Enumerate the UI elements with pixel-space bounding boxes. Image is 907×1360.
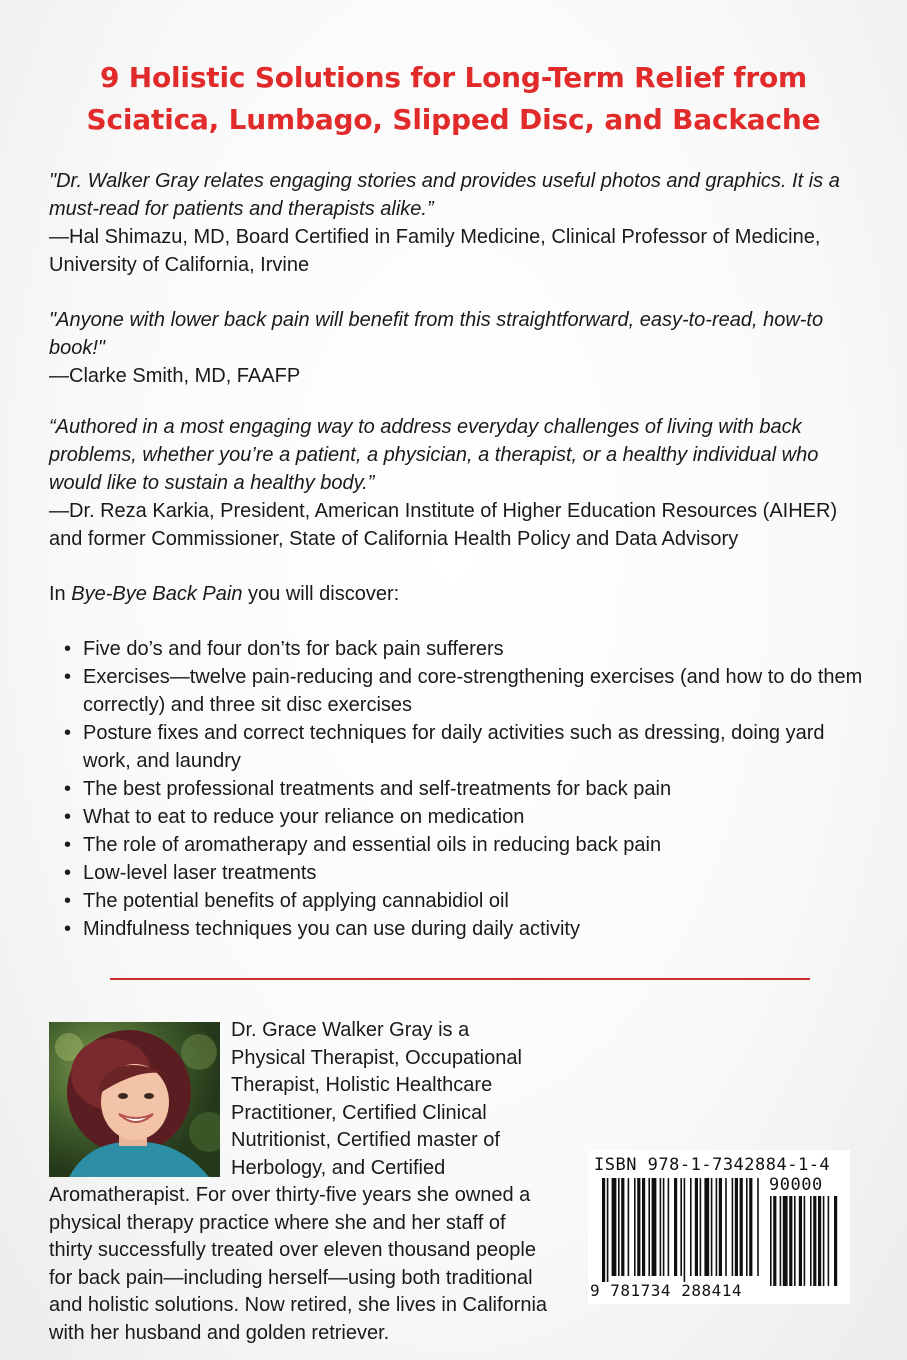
barcode-addon-bar (834, 1196, 837, 1286)
barcode-bar (757, 1178, 759, 1276)
barcode-bar (695, 1178, 698, 1276)
barcode-addon-bar (818, 1196, 821, 1286)
headline-line-1: 9 Holistic Solutions for Long-Term Relief from (99, 61, 808, 94)
barcode-bar (652, 1178, 657, 1276)
bullet-icon: • (64, 890, 72, 912)
testimonial-attribution: —Clarke Smith, MD, FAAFP (49, 365, 301, 387)
list-item (64, 887, 864, 915)
headline-line-2: Sciatica, Lumbago, Slipped Disc, and Backache (86, 103, 821, 136)
isbn-label: ISBN 978-1-7342884-1-4 (594, 1155, 831, 1175)
barcode-bar (684, 1178, 686, 1282)
list-item (64, 663, 864, 719)
barcode-bar (637, 1178, 640, 1276)
headline (0, 57, 907, 141)
testimonial-quote: “Authored in a most engaging way to address everyday challenges of living with back problems, whether you’re a patient, a physician, a therapist, or a healthy individual who would like to sustain a healthy body.” (49, 416, 819, 494)
barcode-bar (621, 1178, 624, 1276)
bullet-icon: • (64, 638, 72, 660)
ean-digits: 9 781734 288414 (590, 1281, 742, 1300)
barcode-addon-bar (783, 1196, 788, 1286)
testimonial-3 (49, 413, 869, 553)
list-item-text: The potential benefits of applying cannabidiol oil (83, 890, 509, 912)
barcode-addon-bar (789, 1196, 792, 1286)
list-item (64, 719, 864, 775)
barcode-bar (725, 1178, 727, 1276)
barcode-bar (735, 1178, 738, 1276)
testimonial-1 (49, 167, 869, 279)
author-bio-text: Dr. Grace Walker Gray is a Physical Therapist, Occupational Therapist, Holistic Healthcare Practitioner, Certified Clinical Nutritionist, Certified master of Herbology, and Certified Aromatherapist. For over thirty-five years she owned a physical therapy practice where she and her staff of thirty successfully treated over eleven thousand people for back pain—including herself—using both traditional and holistic solutions. Now retired, she lives in California with her husband and golden retriever. (49, 1019, 548, 1344)
barcode-bar (674, 1178, 677, 1276)
bullet-icon: • (64, 778, 72, 800)
list-item (64, 831, 864, 859)
barcode-addon-bar (804, 1196, 806, 1286)
list-item (64, 859, 864, 887)
barcode-bar (668, 1178, 670, 1276)
intro-after: you will discover: (242, 583, 400, 605)
barcode-bar (680, 1178, 682, 1276)
testimonial-attribution: —Dr. Reza Karkia, President, American Institute of Higher Education Resources (AIHER) and former Commissioner, State of California Health Policy and Data Advisory (49, 500, 838, 550)
barcode-addon-bar (810, 1196, 812, 1286)
barcode-bar (700, 1178, 702, 1276)
bullet-icon: • (64, 918, 72, 940)
list-item-text: Mindfulness techniques you can use during daily activity (83, 918, 580, 940)
testimonial-2 (49, 306, 869, 390)
list-item-text: What to eat to reduce your reliance on medication (83, 806, 525, 828)
barcode-addon-bar (813, 1196, 816, 1286)
barcode-bar (642, 1178, 645, 1276)
testimonial-attribution: —Hal Shimazu, MD, Board Certified in Family Medicine, Clinical Professor of Medicine, University of California, Irvine (49, 226, 821, 276)
barcode-bar (663, 1178, 665, 1276)
barcode-addon-bar (799, 1196, 802, 1286)
barcode-addon-bar (828, 1196, 830, 1286)
barcode-bar (628, 1178, 630, 1276)
list-item-text: Five do’s and four don’ts for back pain sufferers (83, 638, 504, 660)
bullet-icon: • (64, 806, 72, 828)
testimonial-quote: "Dr. Walker Gray relates engaging stories and provides useful photos and graphics. It is a must-read for patients and therapists alike.” (49, 170, 840, 220)
bullet-icon: • (64, 834, 72, 856)
barcode-bar (749, 1178, 752, 1276)
bullet-icon: • (64, 666, 72, 688)
list-item (64, 803, 864, 831)
list-item (64, 635, 864, 663)
barcode-bar (660, 1178, 662, 1276)
barcode-bar (719, 1178, 722, 1276)
barcode-addon-bar (823, 1196, 825, 1286)
bullet-icon: • (64, 862, 72, 884)
barcode-bar (716, 1178, 718, 1276)
barcode-bar (746, 1178, 748, 1276)
barcode-addon-bar (773, 1196, 776, 1286)
barcode-bar (612, 1178, 617, 1276)
list-item (64, 775, 864, 803)
barcode-bar (740, 1178, 743, 1276)
price-code: 90000 (769, 1175, 823, 1195)
barcode-bar (607, 1178, 609, 1282)
barcode-bar (732, 1178, 734, 1276)
list-item-text: The best professional treatments and self-treatments for back pain (83, 778, 672, 800)
barcode-bar (711, 1178, 713, 1276)
section-divider (110, 978, 810, 980)
testimonial-quote: "Anyone with lower back pain will benefit from this straightforward, easy-to-read, how-to book!" (49, 309, 824, 359)
barcode-bar (634, 1178, 636, 1276)
discover-intro (49, 580, 399, 608)
barcode-bar (690, 1178, 692, 1276)
barcode-bar (704, 1178, 709, 1276)
barcode-addon-bar (794, 1196, 796, 1286)
barcode-addon-bar (780, 1196, 782, 1286)
barcode-bar (602, 1178, 605, 1282)
list-item-text: Low-level laser treatments (83, 862, 317, 884)
benefits-list (64, 635, 864, 943)
barcode-bar (648, 1178, 650, 1276)
list-item-text: Exercises—twelve pain-reducing and core-strengthening exercises (and how to do them correctly) and three sit disc exercises (83, 666, 863, 716)
list-item (64, 915, 864, 943)
bullet-icon: • (64, 722, 72, 744)
book-title: Bye-Bye Back Pain (71, 583, 243, 605)
list-item-text: Posture fixes and correct techniques for daily activities such as dressing, doing yard work, and laundry (83, 722, 825, 772)
barcode-bar (618, 1178, 620, 1276)
barcode-addon-bar (770, 1196, 772, 1286)
author-bio (49, 1017, 549, 1347)
intro-before: In (49, 583, 72, 605)
list-item-text: The role of aromatherapy and essential oils in reducing back pain (83, 834, 662, 856)
